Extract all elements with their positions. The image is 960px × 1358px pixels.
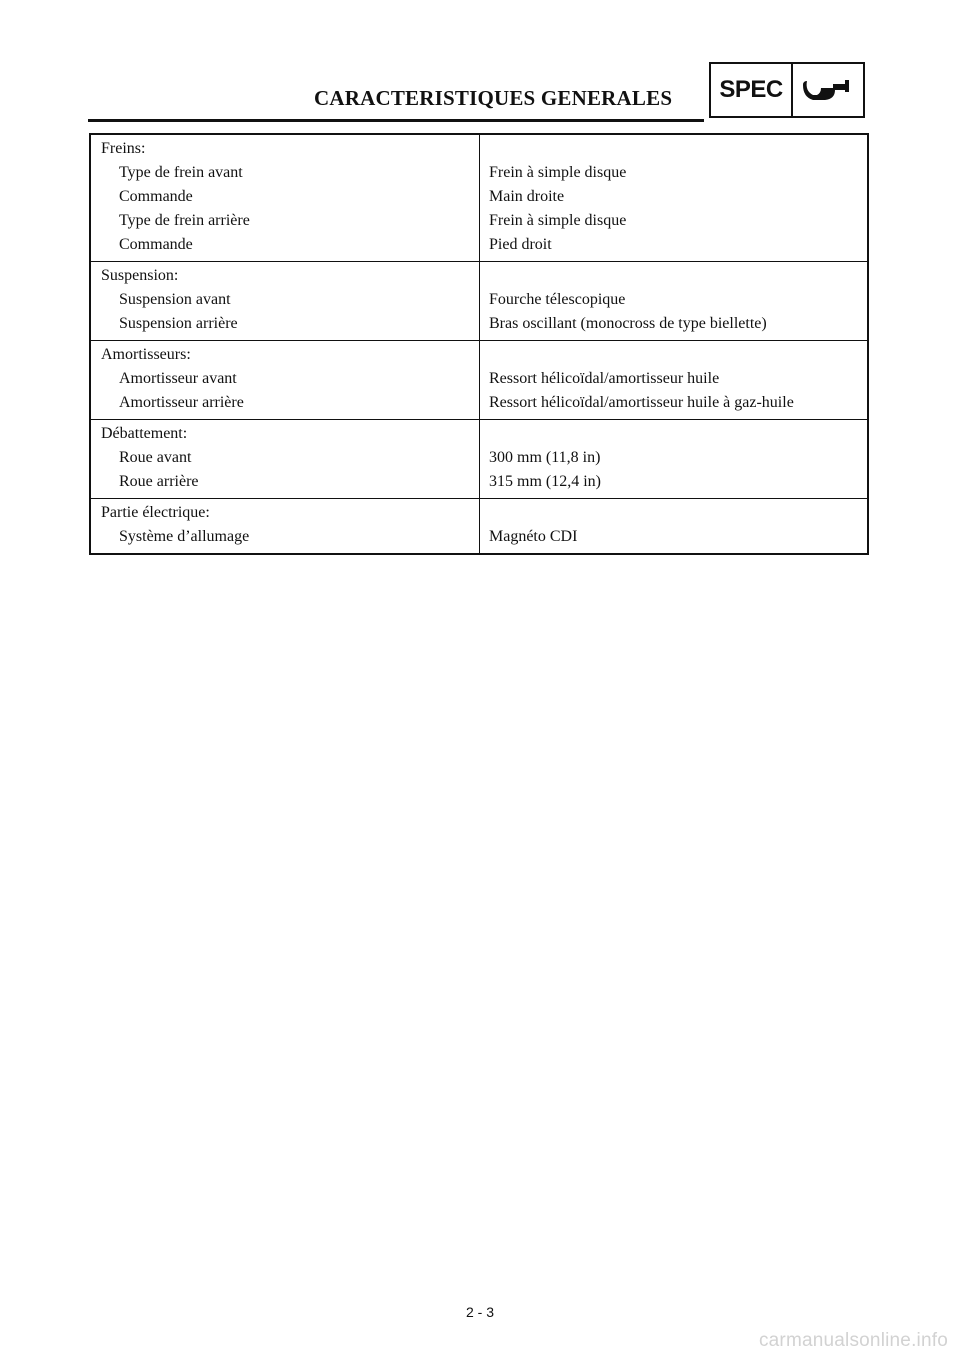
spec-label: Type de frein arrière [119, 212, 250, 229]
value-spacer [489, 137, 867, 161]
spec-label: Type de frein avant [119, 164, 243, 181]
page-number: 2 - 3 [465, 1304, 494, 1320]
spec-value: Fourche télescopique [489, 291, 626, 308]
section-heading: Débattement: [101, 425, 188, 442]
spec-value: Frein à simple disque [489, 212, 627, 229]
spec-label: Suspension avant [119, 291, 231, 308]
spec-labels-column [91, 262, 480, 340]
spec-label: Roue arrière [119, 473, 199, 490]
spec-labels-column [91, 135, 480, 261]
watermark: carmanualsonline.info [758, 1330, 948, 1351]
spec-values-column [480, 499, 867, 553]
spec-labels-column [91, 341, 480, 419]
spec-section [91, 340, 867, 419]
spec-labels-column [91, 420, 480, 498]
spec-value: Bras oscillant (monocross de type biellette) [489, 315, 767, 332]
spec-value: Pied droit [489, 236, 552, 253]
spec-values-column [480, 341, 867, 419]
spec-value: 315 mm (12,4 in) [489, 473, 601, 490]
spec-value: Ressort hélicoïdal/amortisseur huile [489, 370, 720, 387]
value-spacer [489, 422, 867, 446]
spec-table [89, 133, 869, 555]
spec-label: Système d’allumage [119, 528, 250, 545]
spec-badge-label: SPEC [711, 64, 793, 116]
spec-label: Amortisseur avant [119, 370, 237, 387]
spec-label: Commande [119, 236, 193, 253]
section-heading: Freins: [101, 140, 146, 157]
spec-values-column [480, 262, 867, 340]
value-spacer [489, 264, 867, 288]
spec-value: Ressort hélicoïdal/amortisseur huile à gaz-huile [489, 394, 794, 411]
spec-label: Amortisseur arrière [119, 394, 244, 411]
spec-label: Commande [119, 188, 193, 205]
spec-label: Roue avant [119, 449, 192, 466]
section-heading: Partie électrique: [101, 504, 210, 521]
title-underline [88, 119, 704, 122]
page-title: CARACTERISTIQUES GENERALES [314, 86, 673, 110]
spec-values-column [480, 135, 867, 261]
spec-labels-column [91, 499, 480, 553]
spec-section [91, 135, 867, 261]
spec-section [91, 419, 867, 498]
spec-value: Magnéto CDI [489, 528, 578, 545]
wrench-icon [793, 64, 863, 116]
spec-value: Frein à simple disque [489, 164, 627, 181]
spec-section [91, 498, 867, 553]
spec-value: 300 mm (11,8 in) [489, 449, 601, 466]
section-heading: Amortisseurs: [101, 346, 191, 363]
value-spacer [489, 343, 867, 367]
spec-badge [709, 62, 865, 118]
spec-value: Main droite [489, 188, 565, 205]
spec-values-column [480, 420, 867, 498]
spec-label: Suspension arrière [119, 315, 238, 332]
value-spacer [489, 501, 867, 525]
spec-section [91, 261, 867, 340]
section-heading: Suspension: [101, 267, 179, 284]
